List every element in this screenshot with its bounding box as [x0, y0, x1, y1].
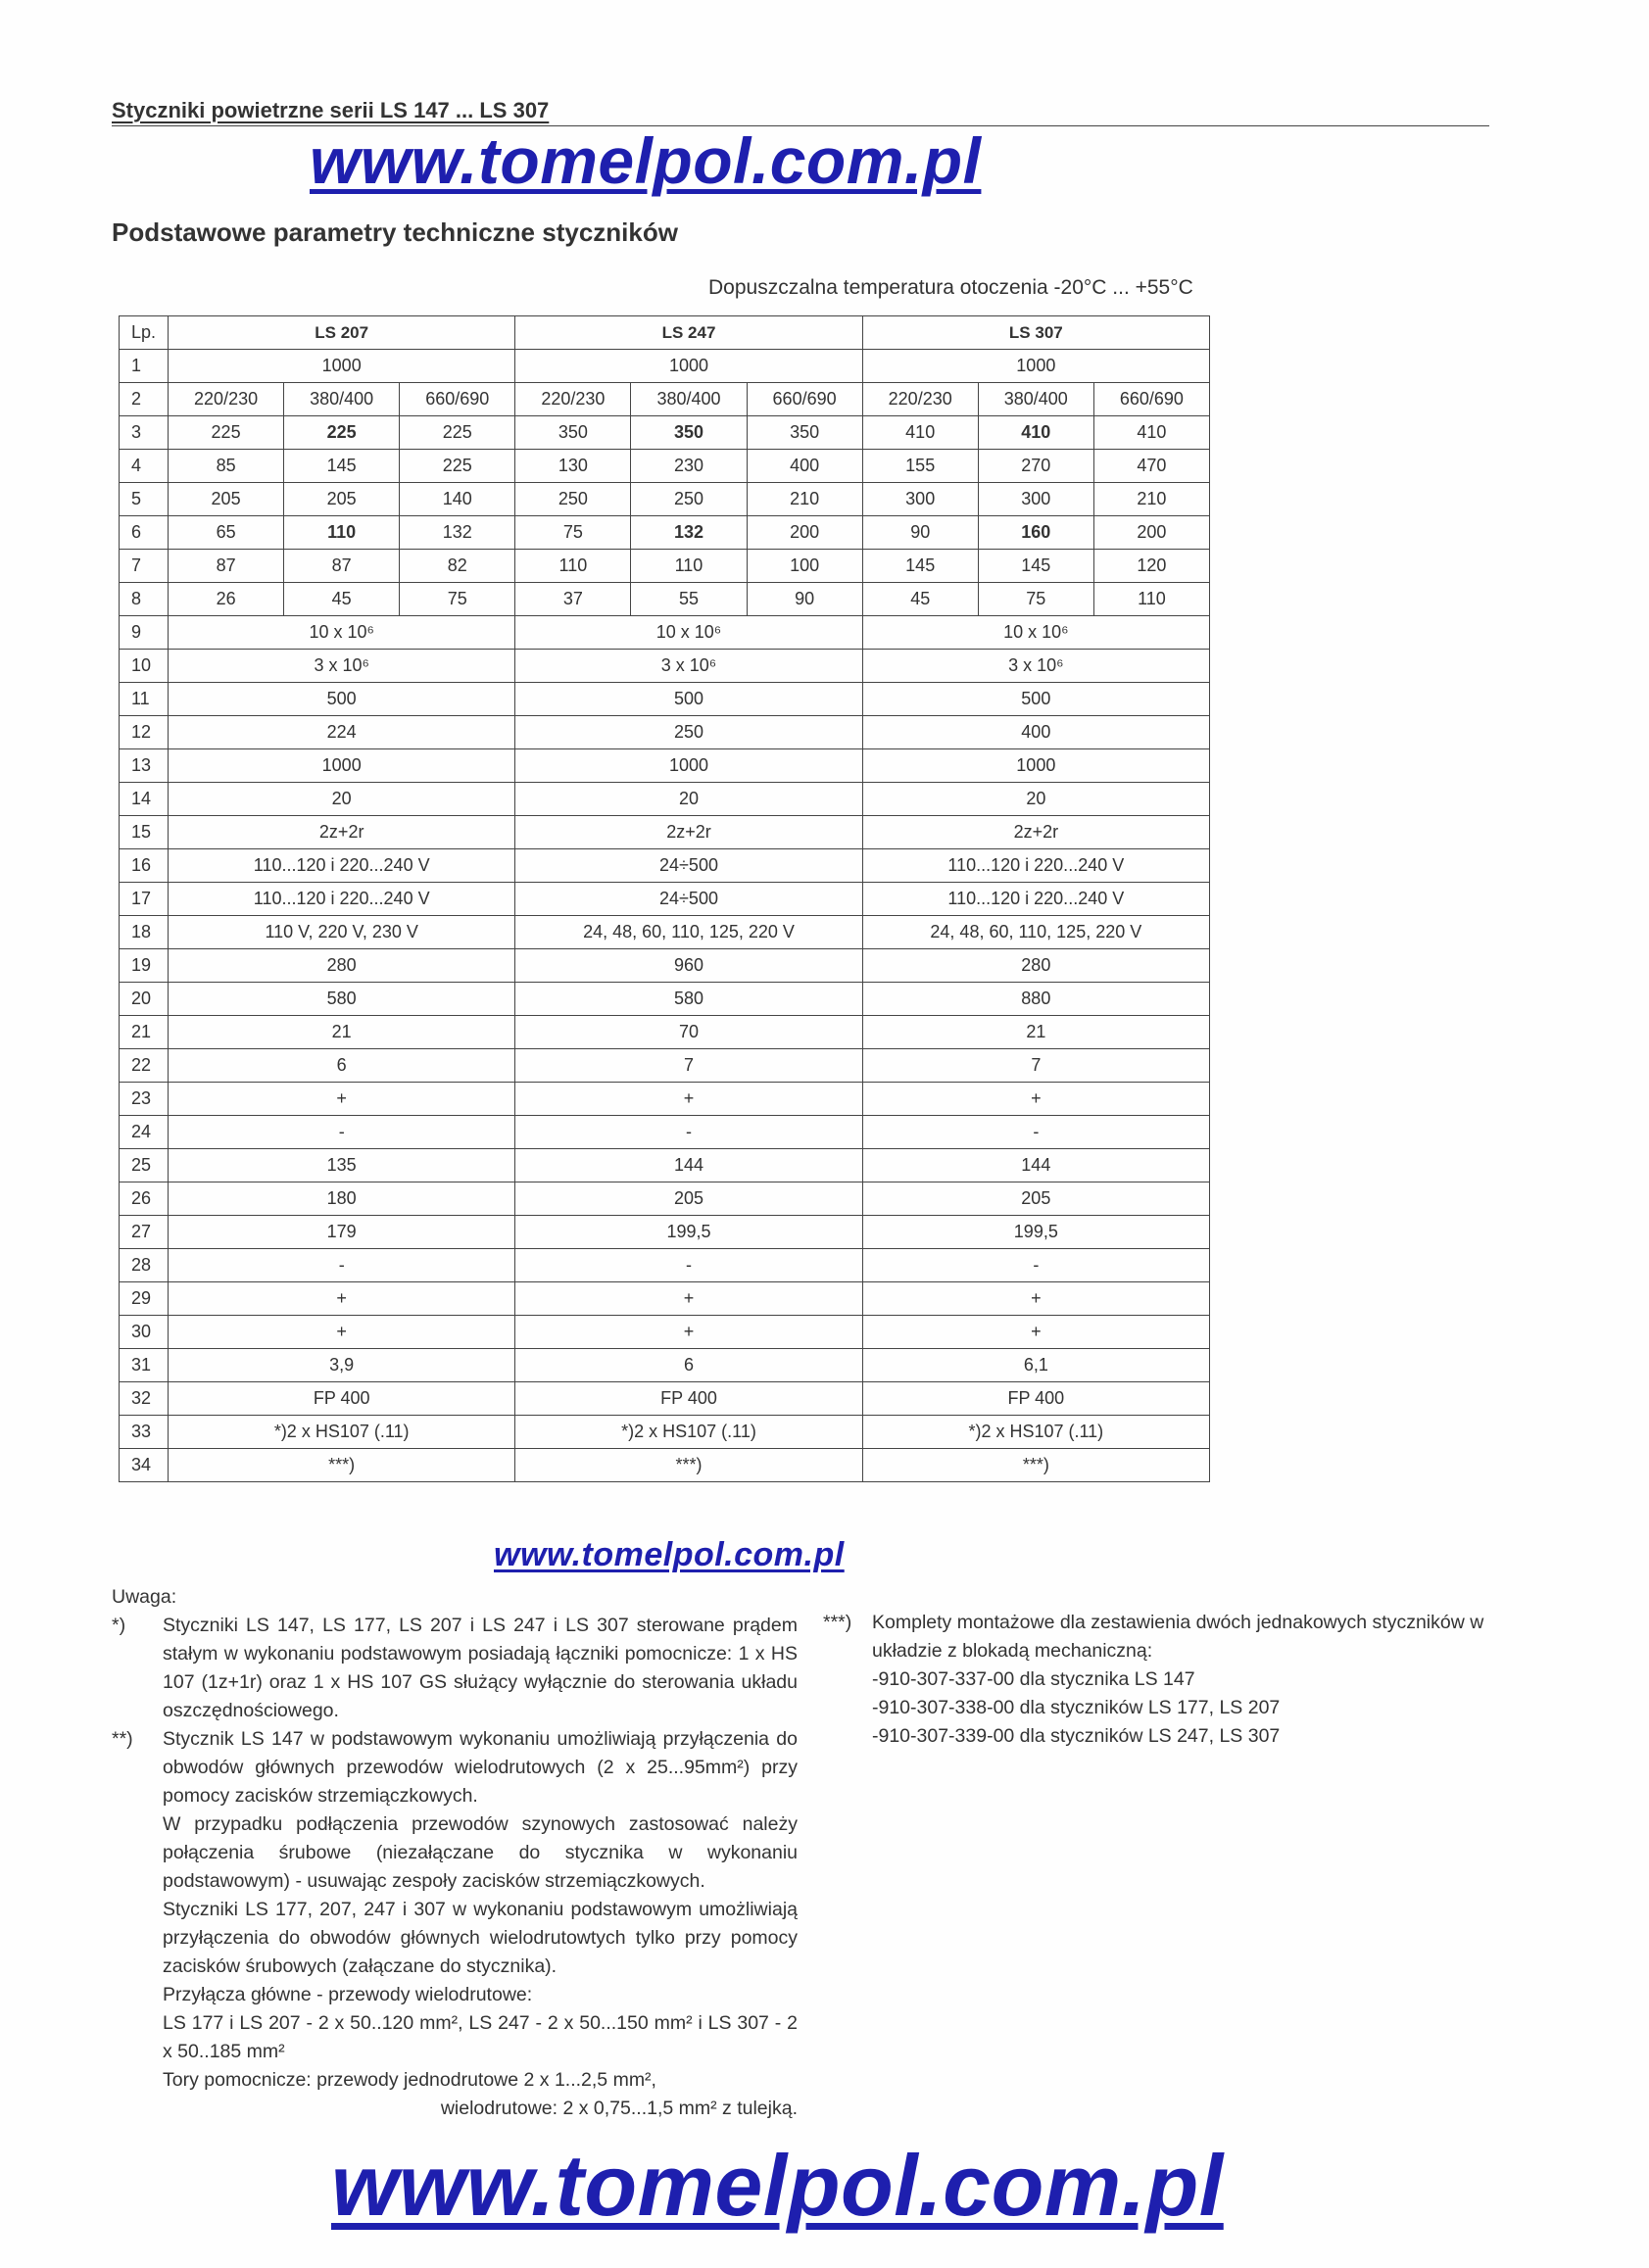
notes-heading: Uwaga:	[112, 1586, 177, 1608]
table-cell: 224	[169, 716, 515, 749]
table-cell: 200	[1093, 516, 1209, 550]
table-row	[120, 683, 1210, 716]
table-cell: 65	[169, 516, 284, 550]
table-row	[120, 749, 1210, 783]
table-row	[120, 1049, 1210, 1083]
table-cell: ***)	[862, 1449, 1209, 1482]
table-row	[120, 383, 1210, 416]
table-body	[120, 350, 1210, 1482]
table-cell: 660/690	[1093, 383, 1209, 416]
table-row	[120, 416, 1210, 450]
table-cell: +	[169, 1316, 515, 1349]
table-cell: 410	[1093, 416, 1209, 450]
table-cell: 145	[284, 450, 400, 483]
notes-left-column	[112, 1583, 798, 2123]
row-number: 15	[120, 816, 169, 849]
watermark-link-top[interactable]: www.tomelpol.com.pl	[310, 124, 982, 197]
row-number: 14	[120, 783, 169, 816]
table-cell: FP 400	[169, 1382, 515, 1416]
table-cell: 21	[862, 1016, 1209, 1049]
table-cell: 24÷500	[515, 849, 862, 883]
table-cell: 280	[169, 949, 515, 983]
table-cell: 45	[284, 583, 400, 616]
note-2	[112, 1725, 798, 2123]
table-cell: 270	[978, 450, 1093, 483]
table-cell: 660/690	[747, 383, 862, 416]
table-cell: *)2 x HS107 (.11)	[515, 1416, 862, 1449]
table-cell: 26	[169, 583, 284, 616]
row-number: 5	[120, 483, 169, 516]
table-cell: 6	[515, 1349, 862, 1382]
table-cell: 500	[515, 683, 862, 716]
table-row	[120, 483, 1210, 516]
table-cell: 144	[515, 1149, 862, 1182]
table-cell: 3 x 10⁶	[862, 650, 1209, 683]
row-number: 16	[120, 849, 169, 883]
table-header-row	[120, 316, 1210, 350]
table-cell: 250	[631, 483, 747, 516]
table-cell: 210	[1093, 483, 1209, 516]
table-cell: 82	[400, 550, 515, 583]
table-cell: 10 x 10⁶	[862, 616, 1209, 650]
table-cell: 160	[978, 516, 1093, 550]
header-lp: Lp.	[120, 316, 169, 350]
row-number: 32	[120, 1382, 169, 1416]
table-cell: +	[862, 1282, 1209, 1316]
table-cell: 20	[169, 783, 515, 816]
note-3	[823, 1609, 1509, 1751]
table-cell: 210	[747, 483, 862, 516]
table-cell: 580	[515, 983, 862, 1016]
table-cell: 179	[169, 1216, 515, 1249]
table-cell: 300	[978, 483, 1093, 516]
table-cell: 199,5	[515, 1216, 862, 1249]
table-row	[120, 916, 1210, 949]
table-row	[120, 1316, 1210, 1349]
table-row	[120, 1249, 1210, 1282]
table-cell: 155	[862, 450, 978, 483]
table-cell: 500	[169, 683, 515, 716]
table-cell: 24, 48, 60, 110, 125, 220 V	[862, 916, 1209, 949]
row-number: 8	[120, 583, 169, 616]
table-cell: 6	[169, 1049, 515, 1083]
table-cell: 220/230	[862, 383, 978, 416]
table-cell: -	[515, 1249, 862, 1282]
table-cell: 205	[862, 1182, 1209, 1216]
table-row	[120, 350, 1210, 383]
table-row	[120, 550, 1210, 583]
table-row	[120, 849, 1210, 883]
table-cell: +	[515, 1083, 862, 1116]
row-number: 11	[120, 683, 169, 716]
note-1-text: Styczniki LS 147, LS 177, LS 207 i LS 247 i LS 307 sterowane prądem stałym w wykonaniu podstawowym posiadają łączniki pomocnicze: 1 x HS 107 (1z+1r) oraz 1 x HS 107 GS służący wyłącznie do sterowania układu oszczędnościowego.	[163, 1615, 798, 1721]
table-row	[120, 1216, 1210, 1249]
table-cell: 7	[515, 1049, 862, 1083]
table-cell: 110	[284, 516, 400, 550]
row-number: 12	[120, 716, 169, 749]
row-number: 1	[120, 350, 169, 383]
table-cell: 10 x 10⁶	[169, 616, 515, 650]
note-2-para-6: Tory pomocnicze: przewody jednodrutowe 2 x 1...2,5 mm²,	[163, 2069, 656, 2091]
table-cell: *)2 x HS107 (.11)	[862, 1416, 1209, 1449]
table-row	[120, 1349, 1210, 1382]
table-cell: 350	[747, 416, 862, 450]
table-row	[120, 583, 1210, 616]
table-cell: 75	[400, 583, 515, 616]
header-ls207: LS 207	[169, 316, 515, 350]
table-cell: 580	[169, 983, 515, 1016]
table-cell: 6,1	[862, 1349, 1209, 1382]
table-row	[120, 716, 1210, 749]
table-cell: 87	[284, 550, 400, 583]
row-number: 10	[120, 650, 169, 683]
table-cell: 110...120 i 220...240 V	[862, 849, 1209, 883]
temperature-note: Dopuszczalna temperatura otoczenia -20°C ... +55°C	[708, 276, 1193, 299]
row-number: 25	[120, 1149, 169, 1182]
parameters-table	[119, 315, 1210, 1482]
table-cell: 45	[862, 583, 978, 616]
header-ls307: LS 307	[862, 316, 1209, 350]
table-cell: 145	[862, 550, 978, 583]
table-cell: FP 400	[515, 1382, 862, 1416]
table-cell: 1000	[515, 350, 862, 383]
table-cell: -	[862, 1249, 1209, 1282]
table-cell: 7	[862, 1049, 1209, 1083]
table-cell: 400	[862, 716, 1209, 749]
table-cell: 960	[515, 949, 862, 983]
table-cell: 250	[515, 716, 862, 749]
table-cell: 1000	[169, 350, 515, 383]
table-row	[120, 1116, 1210, 1149]
note-3-para-2: -910-307-337-00 dla stycznika LS 147	[872, 1668, 1195, 1690]
row-number: 6	[120, 516, 169, 550]
table-row	[120, 1083, 1210, 1116]
note-2-para-7: wielodrutowe: 2 x 0,75...1,5 mm² z tulejką.	[440, 2098, 798, 2119]
table-cell: 75	[978, 583, 1093, 616]
table-cell: 225	[284, 416, 400, 450]
note-3-para-3: -910-307-338-00 dla styczników LS 177, LS 207	[872, 1697, 1281, 1718]
note-1-mark: *)	[112, 1615, 126, 1636]
table-cell: 130	[515, 450, 631, 483]
row-number: 17	[120, 883, 169, 916]
table-cell: 400	[747, 450, 862, 483]
table-row	[120, 983, 1210, 1016]
table-row	[120, 1182, 1210, 1216]
row-number: 33	[120, 1416, 169, 1449]
table-row	[120, 1016, 1210, 1049]
row-number: 21	[120, 1016, 169, 1049]
note-3-para-4: -910-307-339-00 dla styczników LS 247, LS 307	[872, 1725, 1281, 1747]
table-cell: 20	[515, 783, 862, 816]
note-1	[112, 1612, 798, 1725]
table-cell: 110 V, 220 V, 230 V	[169, 916, 515, 949]
row-number: 24	[120, 1116, 169, 1149]
table-cell: ***)	[515, 1449, 862, 1482]
table-cell: 410	[862, 416, 978, 450]
table-row	[120, 783, 1210, 816]
table-cell: 110...120 i 220...240 V	[862, 883, 1209, 916]
table-cell: 2z+2r	[862, 816, 1209, 849]
table-cell: 110	[631, 550, 747, 583]
table-cell: 132	[400, 516, 515, 550]
table-cell: 1000	[862, 350, 1209, 383]
note-2-para-3: Styczniki LS 177, 207, 247 i 307 w wykonaniu podstawowym umożliwiają przyłączenia do obwodów głównych wielodrutowtych tylko przy pomocy zacisków śrubowych (załączane do stycznika).	[163, 1899, 798, 1977]
watermark-link-bottom[interactable]: www.tomelpol.com.pl	[331, 2137, 1224, 2234]
row-number: 7	[120, 550, 169, 583]
table-cell: 145	[978, 550, 1093, 583]
table-cell: 140	[400, 483, 515, 516]
table-row	[120, 1149, 1210, 1182]
table-cell: *)2 x HS107 (.11)	[169, 1416, 515, 1449]
table-cell: 350	[631, 416, 747, 450]
table-cell: +	[862, 1316, 1209, 1349]
table-row	[120, 1449, 1210, 1482]
row-number: 27	[120, 1216, 169, 1249]
table-cell: 660/690	[400, 383, 515, 416]
table-cell: 21	[169, 1016, 515, 1049]
row-number: 13	[120, 749, 169, 783]
watermark-link-middle[interactable]: www.tomelpol.com.pl	[494, 1536, 845, 1573]
table-cell: 280	[862, 949, 1209, 983]
table-cell: -	[862, 1116, 1209, 1149]
table-cell: 205	[515, 1182, 862, 1216]
table-cell: +	[515, 1282, 862, 1316]
table-cell: 220/230	[515, 383, 631, 416]
table-cell: 220/230	[169, 383, 284, 416]
row-number: 19	[120, 949, 169, 983]
table-cell: ***)	[169, 1449, 515, 1482]
table-row	[120, 1382, 1210, 1416]
table-cell: 20	[862, 783, 1209, 816]
note-2-para-4: Przyłącza główne - przewody wielodrutowe:	[163, 1984, 533, 2005]
note-2-para-5: LS 177 i LS 207 - 2 x 50..120 mm², LS 247 - 2 x 50...150 mm² i LS 307 - 2 x 50..185 mm²	[163, 2012, 798, 2062]
table-cell: +	[515, 1316, 862, 1349]
table-cell: 500	[862, 683, 1209, 716]
table-cell: 135	[169, 1149, 515, 1182]
table-cell: -	[169, 1249, 515, 1282]
table-cell: 470	[1093, 450, 1209, 483]
table-row	[120, 1282, 1210, 1316]
table-cell: 110...120 i 220...240 V	[169, 883, 515, 916]
row-number: 22	[120, 1049, 169, 1083]
table-cell: +	[169, 1282, 515, 1316]
table-cell: 85	[169, 450, 284, 483]
page-header-title: Styczniki powietrzne serii LS 147 ... LS 307	[112, 98, 550, 122]
row-number: 34	[120, 1449, 169, 1482]
note-2-mark: **)	[112, 1728, 133, 1750]
table-cell: 3,9	[169, 1349, 515, 1382]
row-number: 20	[120, 983, 169, 1016]
table-row	[120, 883, 1210, 916]
table-cell: 205	[284, 483, 400, 516]
notes-right-column	[823, 1609, 1509, 1751]
table-cell: 225	[169, 416, 284, 450]
table-cell: +	[862, 1083, 1209, 1116]
row-number: 9	[120, 616, 169, 650]
table-cell: 70	[515, 1016, 862, 1049]
table-cell: 180	[169, 1182, 515, 1216]
table-cell: 350	[515, 416, 631, 450]
table-cell: 90	[747, 583, 862, 616]
table-row	[120, 616, 1210, 650]
row-number: 30	[120, 1316, 169, 1349]
table-row	[120, 516, 1210, 550]
table-cell: 2z+2r	[169, 816, 515, 849]
table-cell: 225	[400, 450, 515, 483]
row-number: 29	[120, 1282, 169, 1316]
row-number: 3	[120, 416, 169, 450]
table-cell: 1000	[169, 749, 515, 783]
note-3-mark: ***)	[823, 1612, 852, 1633]
table-cell: 24÷500	[515, 883, 862, 916]
table-cell: 90	[862, 516, 978, 550]
row-number: 2	[120, 383, 169, 416]
table-cell: 110...120 i 220...240 V	[169, 849, 515, 883]
table-cell: 144	[862, 1149, 1209, 1182]
table-cell: -	[169, 1116, 515, 1149]
table-cell: 87	[169, 550, 284, 583]
table-row	[120, 949, 1210, 983]
table-cell: 380/400	[284, 383, 400, 416]
table-row	[120, 650, 1210, 683]
table-cell: -	[515, 1116, 862, 1149]
section-title: Podstawowe parametry techniczne styczników	[112, 217, 678, 247]
table-cell: 2z+2r	[515, 816, 862, 849]
table-cell: 880	[862, 983, 1209, 1016]
row-number: 31	[120, 1349, 169, 1382]
note-2-para-2: W przypadku podłączenia przewodów szynowych zastosować należy połączenia śrubowe (niezałączane do stycznika w wykonaniu podstawowym) - usuwając zespoły zacisków strzemiączkowych.	[163, 1813, 798, 1892]
row-number: 28	[120, 1249, 169, 1282]
table-cell: 1000	[515, 749, 862, 783]
row-number: 23	[120, 1083, 169, 1116]
table-cell: 132	[631, 516, 747, 550]
table-cell: 110	[1093, 583, 1209, 616]
table-row	[120, 450, 1210, 483]
table-cell: +	[169, 1083, 515, 1116]
table-cell: 380/400	[631, 383, 747, 416]
table-cell: 24, 48, 60, 110, 125, 220 V	[515, 916, 862, 949]
header-ls247: LS 247	[515, 316, 862, 350]
row-number: 26	[120, 1182, 169, 1216]
row-number: 4	[120, 450, 169, 483]
table-cell: 1000	[862, 749, 1209, 783]
table-cell: 250	[515, 483, 631, 516]
note-2-para-1: Stycznik LS 147 w podstawowym wykonaniu umożliwiają przyłączenia do obwodów głównych przewodów wielodrutowych (2 x 25...95mm²) przy pomocy zacisków strzemiączkowych.	[163, 1728, 798, 1807]
table-cell: 230	[631, 450, 747, 483]
table-cell: 200	[747, 516, 862, 550]
table-cell: 3 x 10⁶	[515, 650, 862, 683]
table-cell: 10 x 10⁶	[515, 616, 862, 650]
table-cell: 110	[515, 550, 631, 583]
note-3-para-1: Komplety montażowe dla zestawienia dwóch jednakowych styczników w układzie z blokadą mechaniczną:	[872, 1612, 1484, 1662]
table-cell: 75	[515, 516, 631, 550]
table-cell: 225	[400, 416, 515, 450]
table-cell: 3 x 10⁶	[169, 650, 515, 683]
table-cell: FP 400	[862, 1382, 1209, 1416]
table-cell: 120	[1093, 550, 1209, 583]
table-cell: 205	[169, 483, 284, 516]
table-cell: 300	[862, 483, 978, 516]
table-row	[120, 1416, 1210, 1449]
table-cell: 410	[978, 416, 1093, 450]
table-cell: 199,5	[862, 1216, 1209, 1249]
table-cell: 380/400	[978, 383, 1093, 416]
table-cell: 55	[631, 583, 747, 616]
table-cell: 37	[515, 583, 631, 616]
row-number: 18	[120, 916, 169, 949]
table-row	[120, 816, 1210, 849]
table-cell: 100	[747, 550, 862, 583]
